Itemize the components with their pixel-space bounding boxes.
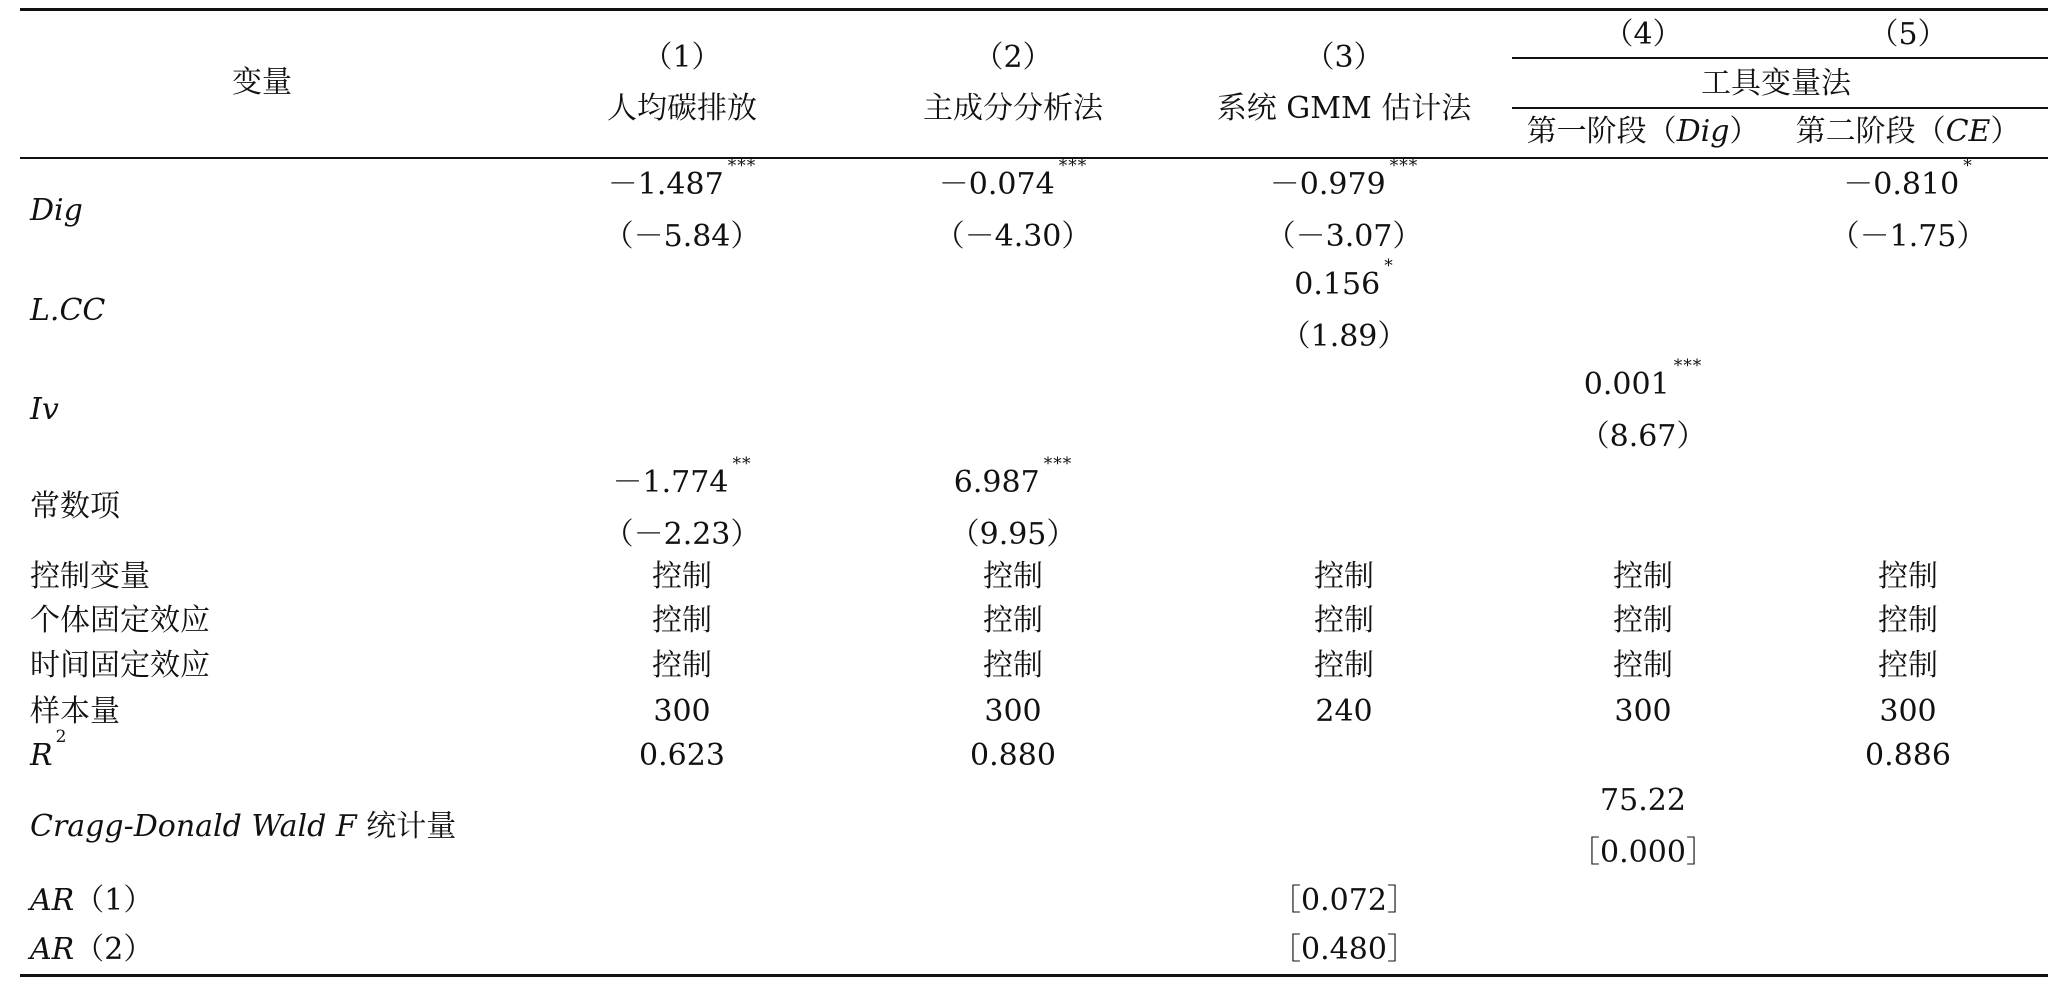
cell-tstat: （－3.07） bbox=[1265, 219, 1423, 254]
row-label-sample-size: 样本量 bbox=[30, 694, 120, 729]
cell-coef bbox=[953, 454, 1073, 500]
cell-tstat: （9.95） bbox=[949, 517, 1077, 552]
coef-value: －0.810 bbox=[1843, 167, 1960, 202]
cell-value: 300 bbox=[1614, 694, 1672, 729]
coef-value: 0.001 bbox=[1583, 367, 1670, 402]
cell-tstat: （8.67） bbox=[1579, 419, 1707, 454]
row-label-cragg-donald bbox=[30, 809, 457, 844]
cell-value: 控制 bbox=[1314, 559, 1374, 594]
cell-coef bbox=[607, 156, 757, 202]
cell-value: 控制 bbox=[652, 603, 712, 638]
header-col3-title: 系统 GMM 估计法 bbox=[1216, 91, 1472, 126]
row-label-controls: 控制变量 bbox=[30, 559, 150, 594]
cell-value: 75.22 bbox=[1600, 783, 1686, 818]
cell-value: 0.886 bbox=[1865, 738, 1951, 773]
coef-value: 6.987 bbox=[953, 465, 1040, 500]
cell-pvalue: ［0.072］ bbox=[1271, 883, 1417, 918]
cell-value: 0.880 bbox=[970, 738, 1056, 773]
cell-value: 控制 bbox=[1314, 648, 1374, 683]
col5-stage-close: ） bbox=[1990, 114, 2021, 149]
header-col5-number: （5） bbox=[1868, 17, 1948, 52]
col4-stage-close: ） bbox=[1729, 114, 1760, 149]
col5-stage-var: CE bbox=[1945, 114, 1991, 149]
cell-value: 240 bbox=[1315, 694, 1373, 729]
cell-pvalue: ［0.000］ bbox=[1570, 835, 1716, 870]
row-label-ar1 bbox=[30, 883, 154, 918]
header-col2-title: 主成分分析法 bbox=[923, 91, 1103, 126]
row-label-time-fe: 时间固定效应 bbox=[30, 648, 210, 683]
coef-value: －0.074 bbox=[938, 167, 1055, 202]
cell-value: 控制 bbox=[983, 603, 1043, 638]
cell-coef bbox=[1843, 156, 1973, 202]
cell-value: 控制 bbox=[983, 559, 1043, 594]
header-col1-title: 人均碳排放 bbox=[607, 91, 757, 126]
significance-stars: * bbox=[1963, 156, 1973, 176]
cell-coef bbox=[1583, 356, 1703, 402]
header-col3-number: （3） bbox=[1304, 40, 1384, 75]
ar2-order: （2） bbox=[74, 932, 154, 967]
significance-stars: * bbox=[1384, 256, 1394, 276]
coef-value: －1.487 bbox=[607, 167, 724, 202]
cell-value: 控制 bbox=[1613, 603, 1673, 638]
cell-coef bbox=[612, 454, 752, 500]
coef-value: 0.156 bbox=[1294, 267, 1381, 302]
row-label-dig: Dig bbox=[30, 193, 83, 228]
iv-group-rule-lower bbox=[1512, 107, 2048, 109]
cell-pvalue: ［0.480］ bbox=[1271, 932, 1417, 967]
cell-tstat: （－2.23） bbox=[603, 517, 761, 552]
cell-coef bbox=[1269, 156, 1419, 202]
cell-value: 控制 bbox=[652, 559, 712, 594]
header-iv-group-title: 工具变量法 bbox=[1701, 66, 1851, 101]
cell-value: 300 bbox=[653, 694, 711, 729]
cell-value: 控制 bbox=[1314, 603, 1374, 638]
significance-stars: *** bbox=[727, 156, 757, 176]
row-label-r-squared bbox=[30, 727, 67, 773]
cell-value: 控制 bbox=[1613, 648, 1673, 683]
cell-value: 300 bbox=[1879, 694, 1937, 729]
significance-stars: *** bbox=[1389, 156, 1419, 176]
row-label-iv: Iv bbox=[30, 392, 59, 427]
significance-stars: *** bbox=[1673, 356, 1703, 376]
coef-value: －1.774 bbox=[612, 465, 729, 500]
cell-tstat: （－4.30） bbox=[934, 219, 1092, 254]
ar1-order: （1） bbox=[74, 883, 154, 918]
header-col1-number: （1） bbox=[642, 40, 722, 75]
cell-coef bbox=[1294, 256, 1394, 302]
significance-stars: ** bbox=[732, 454, 752, 474]
cragg-donald-name: Cragg-Donald Wald F bbox=[30, 809, 357, 844]
significance-stars: *** bbox=[1058, 156, 1088, 176]
r2-exponent: 2 bbox=[55, 727, 67, 747]
row-label-ar2 bbox=[30, 932, 154, 967]
col5-stage-text: 第二阶段（ bbox=[1795, 114, 1946, 149]
significance-stars: *** bbox=[1043, 454, 1073, 474]
cell-tstat: （1.89） bbox=[1280, 319, 1408, 354]
coef-value: －0.979 bbox=[1269, 167, 1386, 202]
header-col2-number: （2） bbox=[973, 40, 1053, 75]
ar2-symbol: AR bbox=[30, 932, 75, 967]
bottom-rule bbox=[20, 974, 2048, 977]
cell-tstat: （－5.84） bbox=[603, 219, 761, 254]
row-label-constant: 常数项 bbox=[30, 489, 120, 524]
cell-value: 控制 bbox=[983, 648, 1043, 683]
cragg-donald-suffix: 统计量 bbox=[356, 809, 457, 844]
col4-stage-var: Dig bbox=[1676, 114, 1730, 149]
row-label-individual-fe: 个体固定效应 bbox=[30, 603, 210, 638]
header-col5-stage bbox=[1795, 114, 2021, 149]
header-variable: 变量 bbox=[232, 65, 292, 100]
cell-value: 控制 bbox=[1878, 648, 1938, 683]
row-label-lcc: L.CC bbox=[30, 293, 106, 328]
ar1-symbol: AR bbox=[30, 883, 75, 918]
header-rule bbox=[20, 157, 2048, 159]
cell-coef bbox=[938, 156, 1088, 202]
cell-value: 控制 bbox=[1878, 603, 1938, 638]
cell-value: 控制 bbox=[652, 648, 712, 683]
cell-value: 300 bbox=[984, 694, 1042, 729]
cell-value: 控制 bbox=[1613, 559, 1673, 594]
cell-value: 0.623 bbox=[639, 738, 725, 773]
iv-group-rule-upper bbox=[1512, 57, 2048, 59]
cell-tstat: （－1.75） bbox=[1829, 219, 1987, 254]
top-rule bbox=[20, 8, 2048, 11]
r2-symbol: R bbox=[30, 738, 53, 773]
header-col4-stage bbox=[1526, 114, 1760, 149]
cell-value: 控制 bbox=[1878, 559, 1938, 594]
header-col4-number: （4） bbox=[1603, 17, 1683, 52]
col4-stage-text: 第一阶段（ bbox=[1526, 114, 1677, 149]
